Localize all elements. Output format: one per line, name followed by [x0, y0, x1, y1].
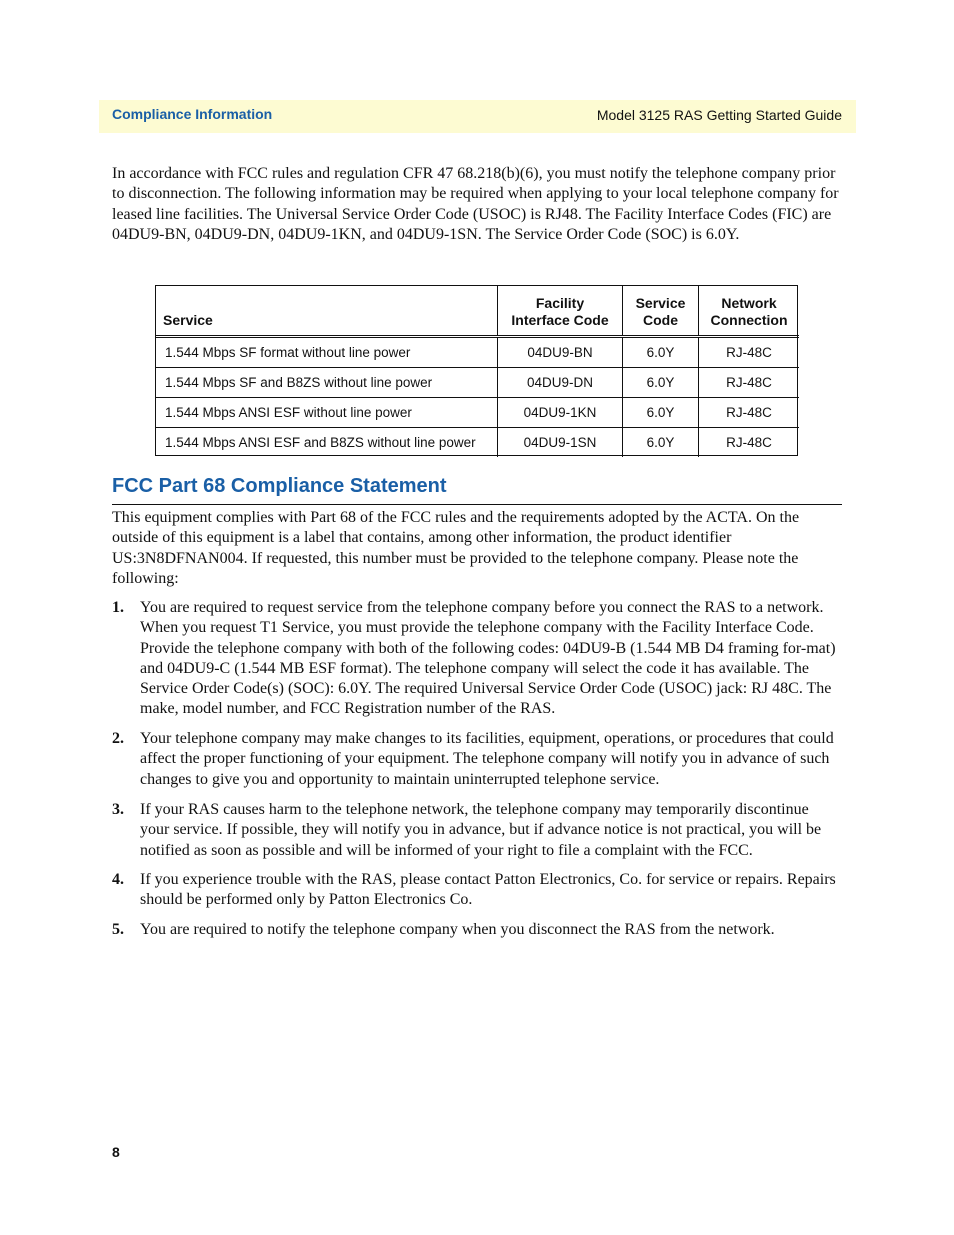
column-header-network-connection: Network Connection: [710, 295, 788, 328]
cell-fic: 04DU9-1KN: [498, 398, 623, 428]
cell-connection: RJ-48C: [699, 398, 800, 428]
cell-soc: 6.0Y: [623, 398, 699, 428]
list-item-number: 4.: [112, 871, 124, 888]
list-item-number: 3.: [112, 801, 124, 818]
list-item-text: Your telephone company may make changes to its facilities, equipment, operations, or procedures that could affect the proper functioning of your equipment. The telephone company will notify you in advance of such changes to give you and opportunity to maintain uninterrupted telephone service.: [140, 730, 834, 788]
table-row: [155, 428, 799, 458]
cell-soc: 6.0Y: [623, 368, 699, 398]
table-row: [155, 368, 799, 398]
list-item-text: You are required to request service from the telephone company before you connect the RAS to a network. When you request T1 Service, you must provide the telephone company with the Facility Interface Code. Provide the telephone company with both of the following codes: 04DU9-B (1.544 MB D4 framing for-mat) and 04DU9-C (1.544 MB ESF format). The telephone company will select the code it has available. The Service Order Code(s) (SOC): 6.0Y. The required Universal Service Order Code (USOC) jack: RJ 48C. The make, model number, and FCC Registration number of the RAS.: [140, 599, 836, 718]
cell-soc: 6.0Y: [623, 428, 699, 458]
header-section-title: Compliance Information: [112, 106, 273, 122]
column-header-service-code: Service Code: [623, 285, 699, 337]
cell-service: 1.544 Mbps SF and B8ZS without line power: [155, 368, 498, 398]
cell-connection: RJ-48C: [699, 337, 800, 368]
cell-fic: 04DU9-BN: [498, 337, 623, 368]
cell-fic: 04DU9-1SN: [498, 428, 623, 458]
column-header-service: Service: [155, 285, 498, 337]
running-header: [99, 100, 856, 133]
list-item-number: 2.: [112, 730, 124, 747]
cell-service: 1.544 Mbps ANSI ESF without line power: [155, 398, 498, 428]
section-heading: FCC Part 68 Compliance Statement: [112, 475, 447, 497]
list-item-text: If your RAS causes harm to the telephone network, the telephone company may temporarily discontinue your service. If possible, they will notify you in advance, but if advance notice is not practical, you will be notified as soon as possible and will be informed of your right to file a complaint with the FCC.: [140, 801, 822, 859]
cell-connection: RJ-48C: [726, 435, 772, 450]
page-number: 8: [112, 1144, 120, 1160]
cell-connection: RJ-48C: [699, 368, 800, 398]
cell-fic: 04DU9-DN: [498, 368, 623, 398]
intro-paragraph: In accordance with FCC rules and regulation CFR 47 68.218(b)(6), you must notify the telephone company prior to disconnection. The following information may be required when applying to your local telephone company for leased line facilities. The Universal Service Order Code (USOC) is RJ48. The Facility Interface Codes (FIC) are 04DU9-BN, 04DU9-DN, 04DU9-1KN, and 04DU9-1SN. The Service Order Code (SOC) is 6.0Y.: [112, 165, 839, 243]
compliance-paragraph: This equipment complies with Part 68 of the FCC rules and the requirements adopted by the ACTA. On the outside of this equipment is a label that contains, among other information, the product identifier US:3N8DFNAN004. If requested, this number must be provided to the telephone company. Please note the following:: [112, 509, 800, 587]
table-header-row: [155, 285, 799, 337]
cell-service: 1.544 Mbps SF format without line power: [155, 337, 498, 368]
cell-soc: 6.0Y: [623, 337, 699, 368]
list-item-number: 1.: [112, 599, 124, 616]
list-item-number: 5.: [112, 921, 124, 938]
list-item-text: You are required to notify the telephone company when you disconnect the RAS from the network.: [140, 921, 775, 938]
column-header-facility-interface-code: Facility Interface Code: [498, 285, 623, 337]
header-guide-title: Model 3125 RAS Getting Started Guide: [596, 107, 842, 123]
facility-interface-table: [155, 285, 799, 457]
table-row: [155, 337, 799, 368]
section-divider: [112, 504, 842, 505]
cell-service: 1.544 Mbps ANSI ESF and B8ZS without line power: [155, 428, 498, 458]
list-item-text: If you experience trouble with the RAS, please contact Patton Electronics, Co. for service or repairs. Repairs should be performed only by Patton Electronics Co.: [140, 871, 836, 909]
table-row: [155, 398, 799, 428]
